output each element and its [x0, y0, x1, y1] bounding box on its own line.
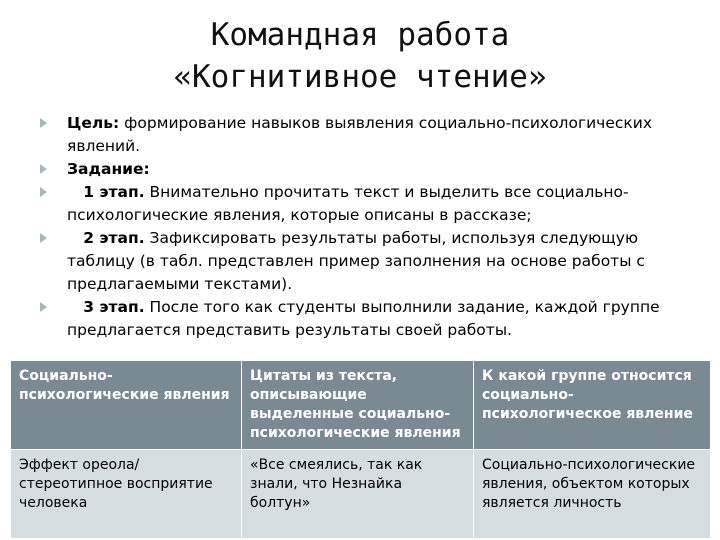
table-cell: Эффект ореола/ стереотипное восприятие человека [11, 450, 242, 539]
bullet-task [40, 158, 680, 181]
table-header-cell: К какой группе относится социально-психологическое явление [474, 361, 711, 450]
bullet-text: Внимательно прочитать текст и выделить все социально-психологические явления, которые описаны в рассказе; [67, 183, 629, 224]
slide-title [120, 14, 600, 98]
bullet-goal [40, 112, 680, 158]
bullet-stage-1 [40, 181, 680, 227]
triangle-right-icon [40, 302, 47, 312]
bullet-text: формирование навыков выявления социально-психологических явлений. [67, 114, 652, 155]
table-cell: «Все смеялись, так как знали, что Незнайка болтун» [242, 450, 474, 539]
phenomena-table [10, 360, 711, 538]
triangle-right-icon [40, 164, 47, 174]
bullet-lead: 2 этап. [67, 229, 145, 247]
table-row [11, 450, 711, 539]
title-line-1: Командная работа [210, 17, 510, 53]
bullet-text: Зафиксировать результаты работы, используя следующую таблицу (в табл. представлен пример заполнения на основе работы с предлагаемыми текстами). [67, 229, 645, 293]
bullet-text: После того как студенты выполнили задание, каждой группе предлагается представить результаты своей работы. [67, 298, 660, 339]
title-line-2: «Когнитивное чтение» [173, 59, 547, 95]
bullet-lead: Цель: [67, 114, 120, 132]
bullet-list [40, 112, 680, 342]
bullet-stage-2 [40, 227, 680, 296]
table-header-cell: Социально-психологические явления [11, 361, 242, 450]
triangle-right-icon [40, 233, 47, 243]
table-cell: Социально-психологические явления, объектом которых является личность [474, 450, 711, 539]
bullet-lead: Задание: [67, 160, 150, 178]
bullet-lead: 1 этап. [67, 183, 145, 201]
bullet-lead: 3 этап. [67, 298, 145, 316]
triangle-right-icon [40, 118, 47, 128]
triangle-right-icon [40, 187, 47, 197]
bullet-stage-3 [40, 296, 680, 342]
table-header-row [11, 361, 711, 450]
table-header-cell: Цитаты из текста, описывающие выделенные социально-психологические явления [242, 361, 474, 450]
